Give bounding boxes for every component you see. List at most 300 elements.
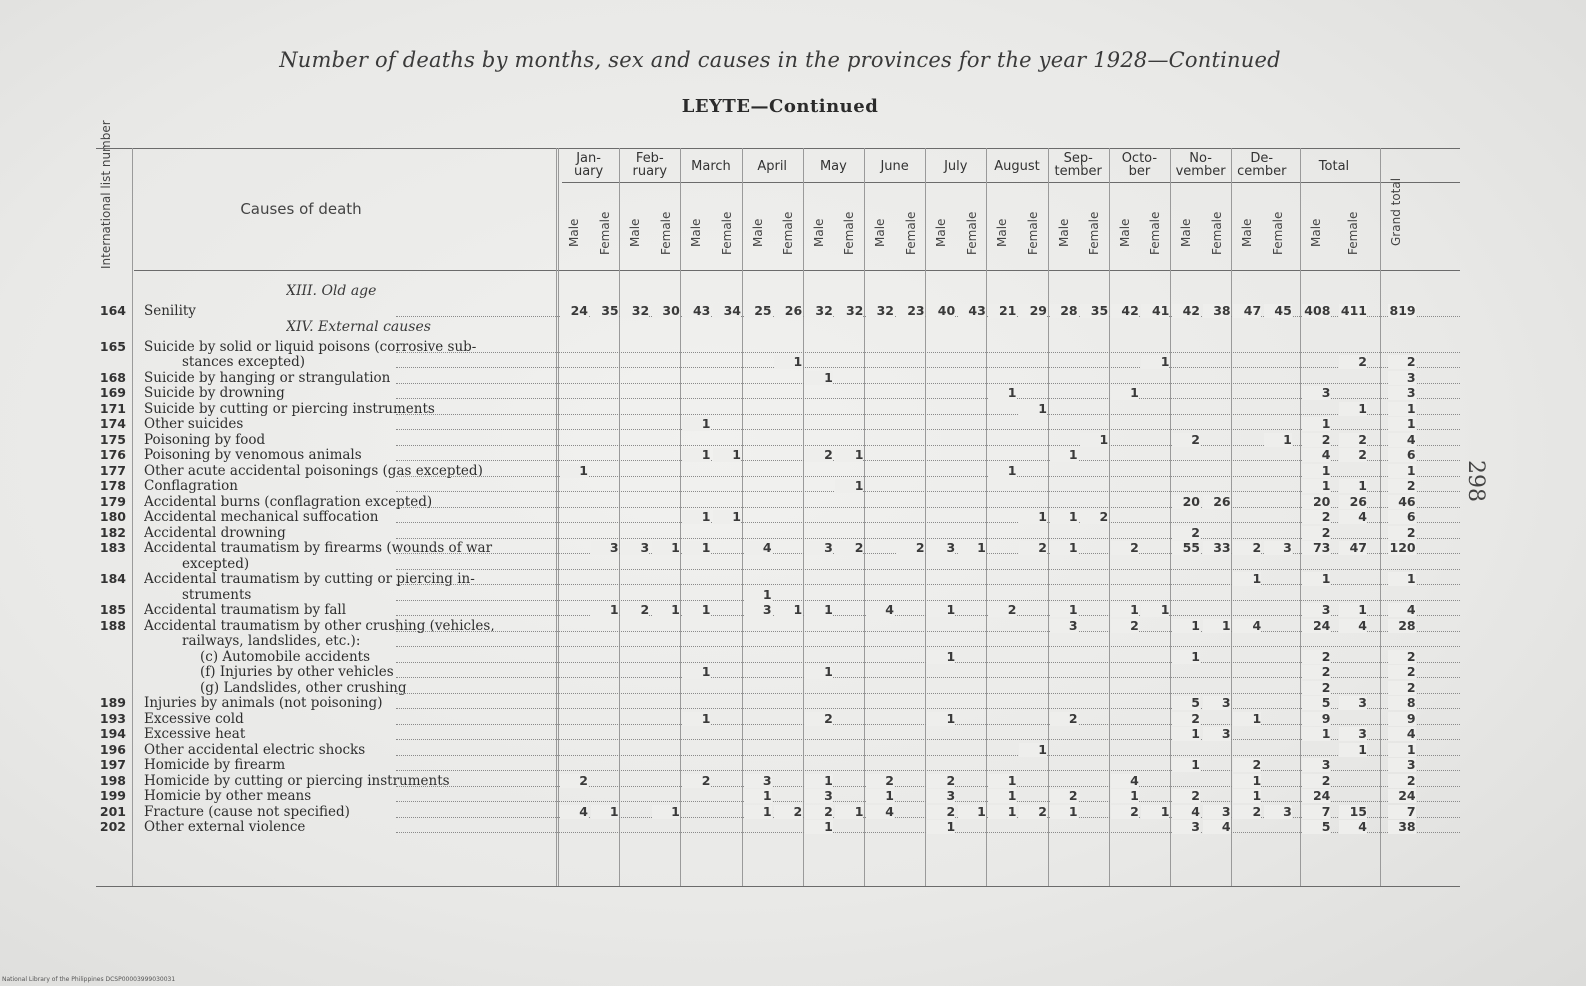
table-row <box>96 789 1460 805</box>
cell-value: 1 <box>805 774 833 788</box>
dot-leader <box>396 677 1460 678</box>
table-row <box>96 743 1460 759</box>
cell-value: 1 <box>1233 774 1261 788</box>
grand-total-value: 1 <box>1388 464 1416 478</box>
cell-value: 4 <box>1339 510 1367 524</box>
cause-label: Conflagration <box>144 479 238 493</box>
cell-value: 26 <box>774 304 802 318</box>
cause-label: Suicide by hanging or strangulation <box>144 370 391 385</box>
cell-value: 32 <box>866 304 894 318</box>
table-row <box>96 758 1460 774</box>
header-female: Female <box>964 211 979 255</box>
cell-value: 4 <box>1339 820 1367 834</box>
cell-value: 20 <box>1172 495 1200 509</box>
list-number: 164 <box>99 303 126 318</box>
table-rule <box>134 270 1460 271</box>
cell-value: 5 <box>1172 696 1200 710</box>
page-number: 298 <box>1463 460 1488 502</box>
cell-value: 4 <box>560 805 588 819</box>
table-row <box>96 386 1460 402</box>
dot-leader <box>396 646 1460 647</box>
list-number: 183 <box>99 540 126 555</box>
cell-value: 1 <box>1302 417 1330 431</box>
header-male: Male <box>811 218 826 248</box>
cell-value: 1 <box>1233 712 1261 726</box>
cause-label: Other suicides <box>144 417 244 431</box>
header-male: Male <box>750 218 765 248</box>
cell-value: 28 <box>1050 304 1078 318</box>
cell-value: 2 <box>1339 448 1367 462</box>
table-row <box>96 619 1460 635</box>
cell-value: 1 <box>591 603 619 617</box>
table-rule <box>562 182 1460 183</box>
cell-value: 35 <box>591 304 619 318</box>
header-grand-total: Grand total <box>1388 177 1403 247</box>
cause-label: Excessive cold <box>144 711 244 726</box>
cell-value: 4 <box>1203 820 1231 834</box>
table-row <box>96 805 1460 821</box>
cause-label: (g) Landslides, other crushing <box>200 680 407 695</box>
grand-total-value: 38 <box>1388 820 1416 834</box>
table-row <box>96 681 1460 697</box>
cell-value: 1 <box>988 805 1016 819</box>
cell-value: 3 <box>1264 805 1292 819</box>
cell-value: 38 <box>1203 304 1231 318</box>
table-row <box>96 417 1460 433</box>
cell-value: 1 <box>1264 433 1292 447</box>
cell-value: 33 <box>1203 541 1231 555</box>
cell-value: 1 <box>927 820 955 834</box>
dot-leader <box>396 352 1460 353</box>
cell-value: 32 <box>621 304 649 318</box>
cell-value: 1 <box>1172 758 1200 772</box>
cell-value: 1 <box>1233 789 1261 803</box>
cell-value: 1 <box>835 479 863 493</box>
grand-total-value: 9 <box>1388 712 1416 726</box>
cell-value: 4 <box>866 805 894 819</box>
cell-value: 3 <box>1203 696 1231 710</box>
table-row <box>96 304 1460 320</box>
list-number: 165 <box>99 338 126 354</box>
cell-value: 1 <box>1050 541 1078 555</box>
list-number: 197 <box>99 757 126 772</box>
header-male: Male <box>1240 218 1255 248</box>
dot-leader <box>396 739 1460 740</box>
table-row <box>96 495 1460 511</box>
cell-value: 2 <box>1019 541 1047 555</box>
cell-value: 1 <box>774 603 802 617</box>
grand-total-value: 1 <box>1388 572 1416 586</box>
header-male: Male <box>1179 218 1193 248</box>
grand-total-value: 2 <box>1388 526 1416 540</box>
cell-value: 3 <box>1302 758 1330 772</box>
table-row <box>96 727 1460 743</box>
dot-leader <box>396 398 1460 399</box>
cell-value: 1 <box>1111 789 1139 803</box>
list-number: 179 <box>99 493 126 509</box>
cell-value: 3 <box>1050 619 1078 633</box>
cell-value: 2 <box>1111 541 1139 555</box>
cell-value: 1 <box>1172 650 1200 664</box>
grand-total-value: 1 <box>1388 417 1416 431</box>
cell-value: 1 <box>1080 433 1108 447</box>
cell-value: 3 <box>1302 386 1330 400</box>
header-female: Female <box>720 211 734 255</box>
header-female: Female <box>1026 211 1040 255</box>
header-month: March <box>691 159 731 174</box>
list-number: 174 <box>99 416 126 431</box>
cell-value: 24 <box>560 304 588 318</box>
cell-value: 1 <box>1111 603 1139 617</box>
cell-value: 43 <box>958 304 986 318</box>
list-number: 169 <box>99 385 126 400</box>
dot-leader <box>396 631 1460 632</box>
cell-value: 1 <box>1339 479 1367 493</box>
cell-value: 4 <box>1339 619 1367 633</box>
cause-label: Poisoning by food <box>144 432 266 447</box>
grand-total-value: 2 <box>1388 479 1416 493</box>
cell-value: 3 <box>1264 541 1292 555</box>
cell-value: 2 <box>1172 526 1200 540</box>
header-female: Female <box>1270 211 1285 255</box>
grand-total-value: 2 <box>1388 681 1416 695</box>
cell-value: 3 <box>591 541 619 555</box>
cell-value: 1 <box>988 464 1016 478</box>
list-number: 188 <box>99 617 126 633</box>
grand-total-value: 1 <box>1388 743 1416 757</box>
header-month: April <box>757 159 788 174</box>
cell-value: 2 <box>1302 510 1330 524</box>
cell-value: 20 <box>1302 495 1330 509</box>
list-number: 196 <box>99 741 126 757</box>
cell-value: 1 <box>682 510 710 524</box>
cell-value: 1 <box>1302 464 1330 478</box>
cause-label: Poisoning by venomous animals <box>144 448 362 462</box>
cell-value: 1 <box>1050 448 1078 462</box>
header-male: Male <box>873 218 887 248</box>
cell-value: 2 <box>621 603 649 617</box>
cell-value: 4 <box>1172 805 1200 819</box>
header-male: Male <box>934 218 949 248</box>
header-female: Female <box>1148 211 1163 255</box>
cell-value: 45 <box>1264 304 1292 318</box>
header-male: Male <box>1309 218 1324 248</box>
cause-label: Accidental mechanical suffocation <box>144 510 379 524</box>
cell-value: 2 <box>1233 541 1261 555</box>
cell-value: 1 <box>591 805 619 819</box>
header-female: Female <box>781 211 796 255</box>
cell-value: 2 <box>1339 433 1367 447</box>
header-male: Male <box>995 218 1010 248</box>
cause-label: Suicide by solid or liquid poisons (corrosive sub- <box>144 339 477 354</box>
header-male: Male <box>1117 218 1132 248</box>
cause-label: excepted) <box>182 556 250 571</box>
table-row <box>96 665 1460 681</box>
cell-value: 1 <box>1302 727 1330 741</box>
cell-value: 2 <box>1111 619 1139 633</box>
cell-value: 1 <box>988 789 1016 803</box>
cell-value: 1 <box>1339 743 1367 757</box>
table-row <box>96 774 1460 790</box>
cell-value: 1 <box>744 588 772 602</box>
cause-label: Accidental drowning <box>144 525 286 540</box>
cell-value: 1 <box>1172 727 1200 741</box>
cell-value: 4 <box>1302 448 1330 462</box>
cell-value: 47 <box>1339 541 1367 555</box>
table-row <box>96 371 1460 387</box>
cell-value: 40 <box>927 304 955 318</box>
cell-value: 24 <box>1302 619 1330 633</box>
cell-value: 1 <box>1141 355 1169 369</box>
cell-value: 2 <box>1172 789 1200 803</box>
list-number: 171 <box>99 400 126 416</box>
list-number: 201 <box>99 803 126 819</box>
cell-value: 1 <box>835 805 863 819</box>
cell-value: 1 <box>713 448 741 462</box>
cell-value: 1 <box>1339 402 1367 416</box>
cell-value: 3 <box>1339 696 1367 710</box>
list-number: 182 <box>99 524 126 540</box>
dot-leader <box>396 476 1460 477</box>
cell-value: 1 <box>1019 510 1047 524</box>
dot-leader <box>396 708 1460 709</box>
table-rule <box>96 886 1460 887</box>
cell-value: 2 <box>1302 681 1330 695</box>
dot-leader <box>396 460 1460 461</box>
dot-leader <box>396 538 1460 539</box>
header-causes: Causes of death <box>240 200 362 218</box>
dot-leader <box>396 770 1460 771</box>
header-month: Sep- tember <box>1054 151 1102 179</box>
cell-value: 3 <box>1203 805 1231 819</box>
cell-value: 47 <box>1233 304 1261 318</box>
cell-value: 4 <box>866 603 894 617</box>
cell-value: 73 <box>1302 541 1330 555</box>
table-row <box>96 557 1460 573</box>
cell-value: 1 <box>1019 743 1047 757</box>
cell-value: 3 <box>805 541 833 555</box>
cause-label: stances excepted) <box>182 355 305 369</box>
dot-leader <box>396 491 1460 492</box>
list-number: 193 <box>99 710 126 726</box>
cell-value: 2 <box>1302 665 1330 679</box>
cell-value: 24 <box>1302 789 1330 803</box>
cause-label: Other accidental electric shocks <box>144 742 366 757</box>
cell-value: 21 <box>988 304 1016 318</box>
cell-value: 1 <box>560 464 588 478</box>
table-rule <box>96 148 1460 149</box>
grand-total-value: 2 <box>1388 774 1416 788</box>
cell-value: 1 <box>682 417 710 431</box>
header-month: De- cember <box>1237 151 1287 179</box>
table-row <box>96 448 1460 464</box>
table-row <box>96 433 1460 449</box>
cell-value: 2 <box>927 805 955 819</box>
list-number: 176 <box>99 447 126 462</box>
cell-value: 1 <box>1050 603 1078 617</box>
cell-value: 2 <box>927 774 955 788</box>
header-male: Male <box>567 218 581 248</box>
table-row <box>96 820 1460 836</box>
header-month: Octo- ber <box>1121 151 1158 179</box>
cell-value: 1 <box>988 386 1016 400</box>
header-month: Total <box>1318 159 1350 174</box>
cause-label: Injuries by animals (not poisoning) <box>144 696 383 710</box>
cell-value: 2 <box>897 541 925 555</box>
list-number: 185 <box>99 602 126 617</box>
section-row <box>96 320 1460 340</box>
cause-label: Homicide by firearm <box>144 758 286 772</box>
cell-value: 3 <box>744 774 772 788</box>
cause-label: Other acute accidental poisonings (gas excepted) <box>144 463 483 478</box>
cell-value: 43 <box>682 304 710 318</box>
grand-total-value: 6 <box>1388 448 1416 462</box>
cell-value: 1 <box>927 650 955 664</box>
table-row <box>96 541 1460 557</box>
cell-value: 23 <box>897 304 925 318</box>
cell-value: 1 <box>713 510 741 524</box>
list-number: 175 <box>99 431 126 447</box>
header-female: Female <box>1346 211 1360 255</box>
cell-value: 5 <box>1302 820 1330 834</box>
cell-value: 30 <box>652 304 680 318</box>
header-month: Jan- uary <box>573 151 604 179</box>
table-row <box>96 402 1460 418</box>
cell-value: 1 <box>927 712 955 726</box>
grand-total-value: 3 <box>1388 386 1416 400</box>
cell-value: 2 <box>1302 433 1330 447</box>
cell-value: 2 <box>1302 650 1330 664</box>
cell-value: 1 <box>1141 805 1169 819</box>
grand-total-value: 7 <box>1388 805 1416 819</box>
cell-value: 1 <box>805 603 833 617</box>
cell-value: 2 <box>774 805 802 819</box>
grand-total-value: 4 <box>1388 727 1416 741</box>
cell-value: 2 <box>1233 805 1261 819</box>
dot-leader <box>396 569 1460 570</box>
cell-value: 55 <box>1172 541 1200 555</box>
cell-value: 34 <box>713 304 741 318</box>
cause-label: Accidental traumatism by fall <box>144 603 347 617</box>
cell-value: 1 <box>1233 572 1261 586</box>
cell-value: 29 <box>1019 304 1047 318</box>
section-heading: XIV. External causes <box>286 319 431 334</box>
dot-leader <box>396 693 1460 694</box>
cell-value: 41 <box>1141 304 1169 318</box>
cell-value: 4 <box>744 541 772 555</box>
cell-value: 2 <box>866 774 894 788</box>
grand-total-value: 2 <box>1388 650 1416 664</box>
cause-label: Accidental burns (conflagration excepted) <box>144 494 433 509</box>
cell-value: 2 <box>1111 805 1139 819</box>
cell-value: 1 <box>988 774 1016 788</box>
cell-value: 42 <box>1172 304 1200 318</box>
cell-value: 1 <box>958 805 986 819</box>
list-number: 184 <box>99 571 126 586</box>
list-number: 194 <box>99 726 126 741</box>
cause-label: Fracture (cause not specified) <box>144 804 350 819</box>
cell-value: 2 <box>1050 712 1078 726</box>
cell-value: 5 <box>1302 696 1330 710</box>
table-row <box>96 650 1460 666</box>
header-male: Male <box>689 218 704 248</box>
table-row <box>96 588 1460 604</box>
cell-value: 2 <box>1302 526 1330 540</box>
footer-credit: National Library of the Philippines DCSP00003999030031 <box>2 976 176 983</box>
header-month: No- vember <box>1175 151 1226 179</box>
cause-label: struments <box>182 587 252 602</box>
cause-label: Homicie by other means <box>144 789 312 803</box>
header-female: Female <box>658 211 673 255</box>
table-row <box>96 572 1460 588</box>
cell-value: 25 <box>744 304 772 318</box>
cell-value: 3 <box>1339 727 1367 741</box>
cell-value: 408 <box>1304 303 1331 318</box>
cell-value: 3 <box>1302 603 1330 617</box>
header-month: June <box>880 159 909 174</box>
dot-leader <box>396 383 1460 384</box>
section-heading: XIII. Old age <box>286 284 377 298</box>
cell-value: 3 <box>927 789 955 803</box>
cell-value: 3 <box>621 541 649 555</box>
cell-value: 7 <box>1302 805 1330 819</box>
cell-value: 2 <box>560 774 588 788</box>
cell-value: 2 <box>988 603 1016 617</box>
grand-total-value: 4 <box>1388 603 1416 617</box>
cell-value: 1 <box>1172 619 1200 633</box>
cell-value: 2 <box>1339 355 1367 369</box>
grand-total-value: 120 <box>1389 540 1416 555</box>
table-row <box>96 603 1460 619</box>
cell-value: 42 <box>1111 304 1139 318</box>
header-month: August <box>994 159 1040 174</box>
cell-value: 2 <box>805 712 833 726</box>
table-row <box>96 510 1460 526</box>
cell-value: 3 <box>927 541 955 555</box>
cell-value: 2 <box>1050 789 1078 803</box>
cell-value: 32 <box>805 304 833 318</box>
cell-value: 1 <box>744 805 772 819</box>
cause-label: Suicide by drowning <box>144 386 285 400</box>
cause-label: Homicide by cutting or piercing instruments <box>144 773 450 788</box>
grand-total-value: 3 <box>1388 371 1416 385</box>
grand-total-value: 6 <box>1388 510 1416 524</box>
grand-total-value: 24 <box>1388 789 1416 803</box>
cell-value: 1 <box>652 541 680 555</box>
list-number: 178 <box>99 478 126 493</box>
cell-value: 4 <box>1111 774 1139 788</box>
cell-value: 2 <box>805 448 833 462</box>
cell-value: 1 <box>652 603 680 617</box>
dot-leader <box>396 507 1460 508</box>
table-row <box>96 696 1460 712</box>
list-number: 199 <box>99 788 126 803</box>
cell-value: 2 <box>1019 805 1047 819</box>
cell-value: 26 <box>1339 495 1367 509</box>
header-month: Feb- ruary <box>632 151 668 179</box>
cell-value: 1 <box>805 371 833 385</box>
cell-value: 1 <box>1141 603 1169 617</box>
cell-value: 1 <box>774 355 802 369</box>
grand-total-value: 1 <box>1388 402 1416 416</box>
cell-value: 1 <box>1302 479 1330 493</box>
cell-value: 1 <box>927 603 955 617</box>
list-number: 168 <box>99 369 126 385</box>
table-row <box>96 526 1460 542</box>
list-number: 189 <box>99 695 126 710</box>
table-row <box>96 340 1460 356</box>
table-row <box>96 634 1460 650</box>
